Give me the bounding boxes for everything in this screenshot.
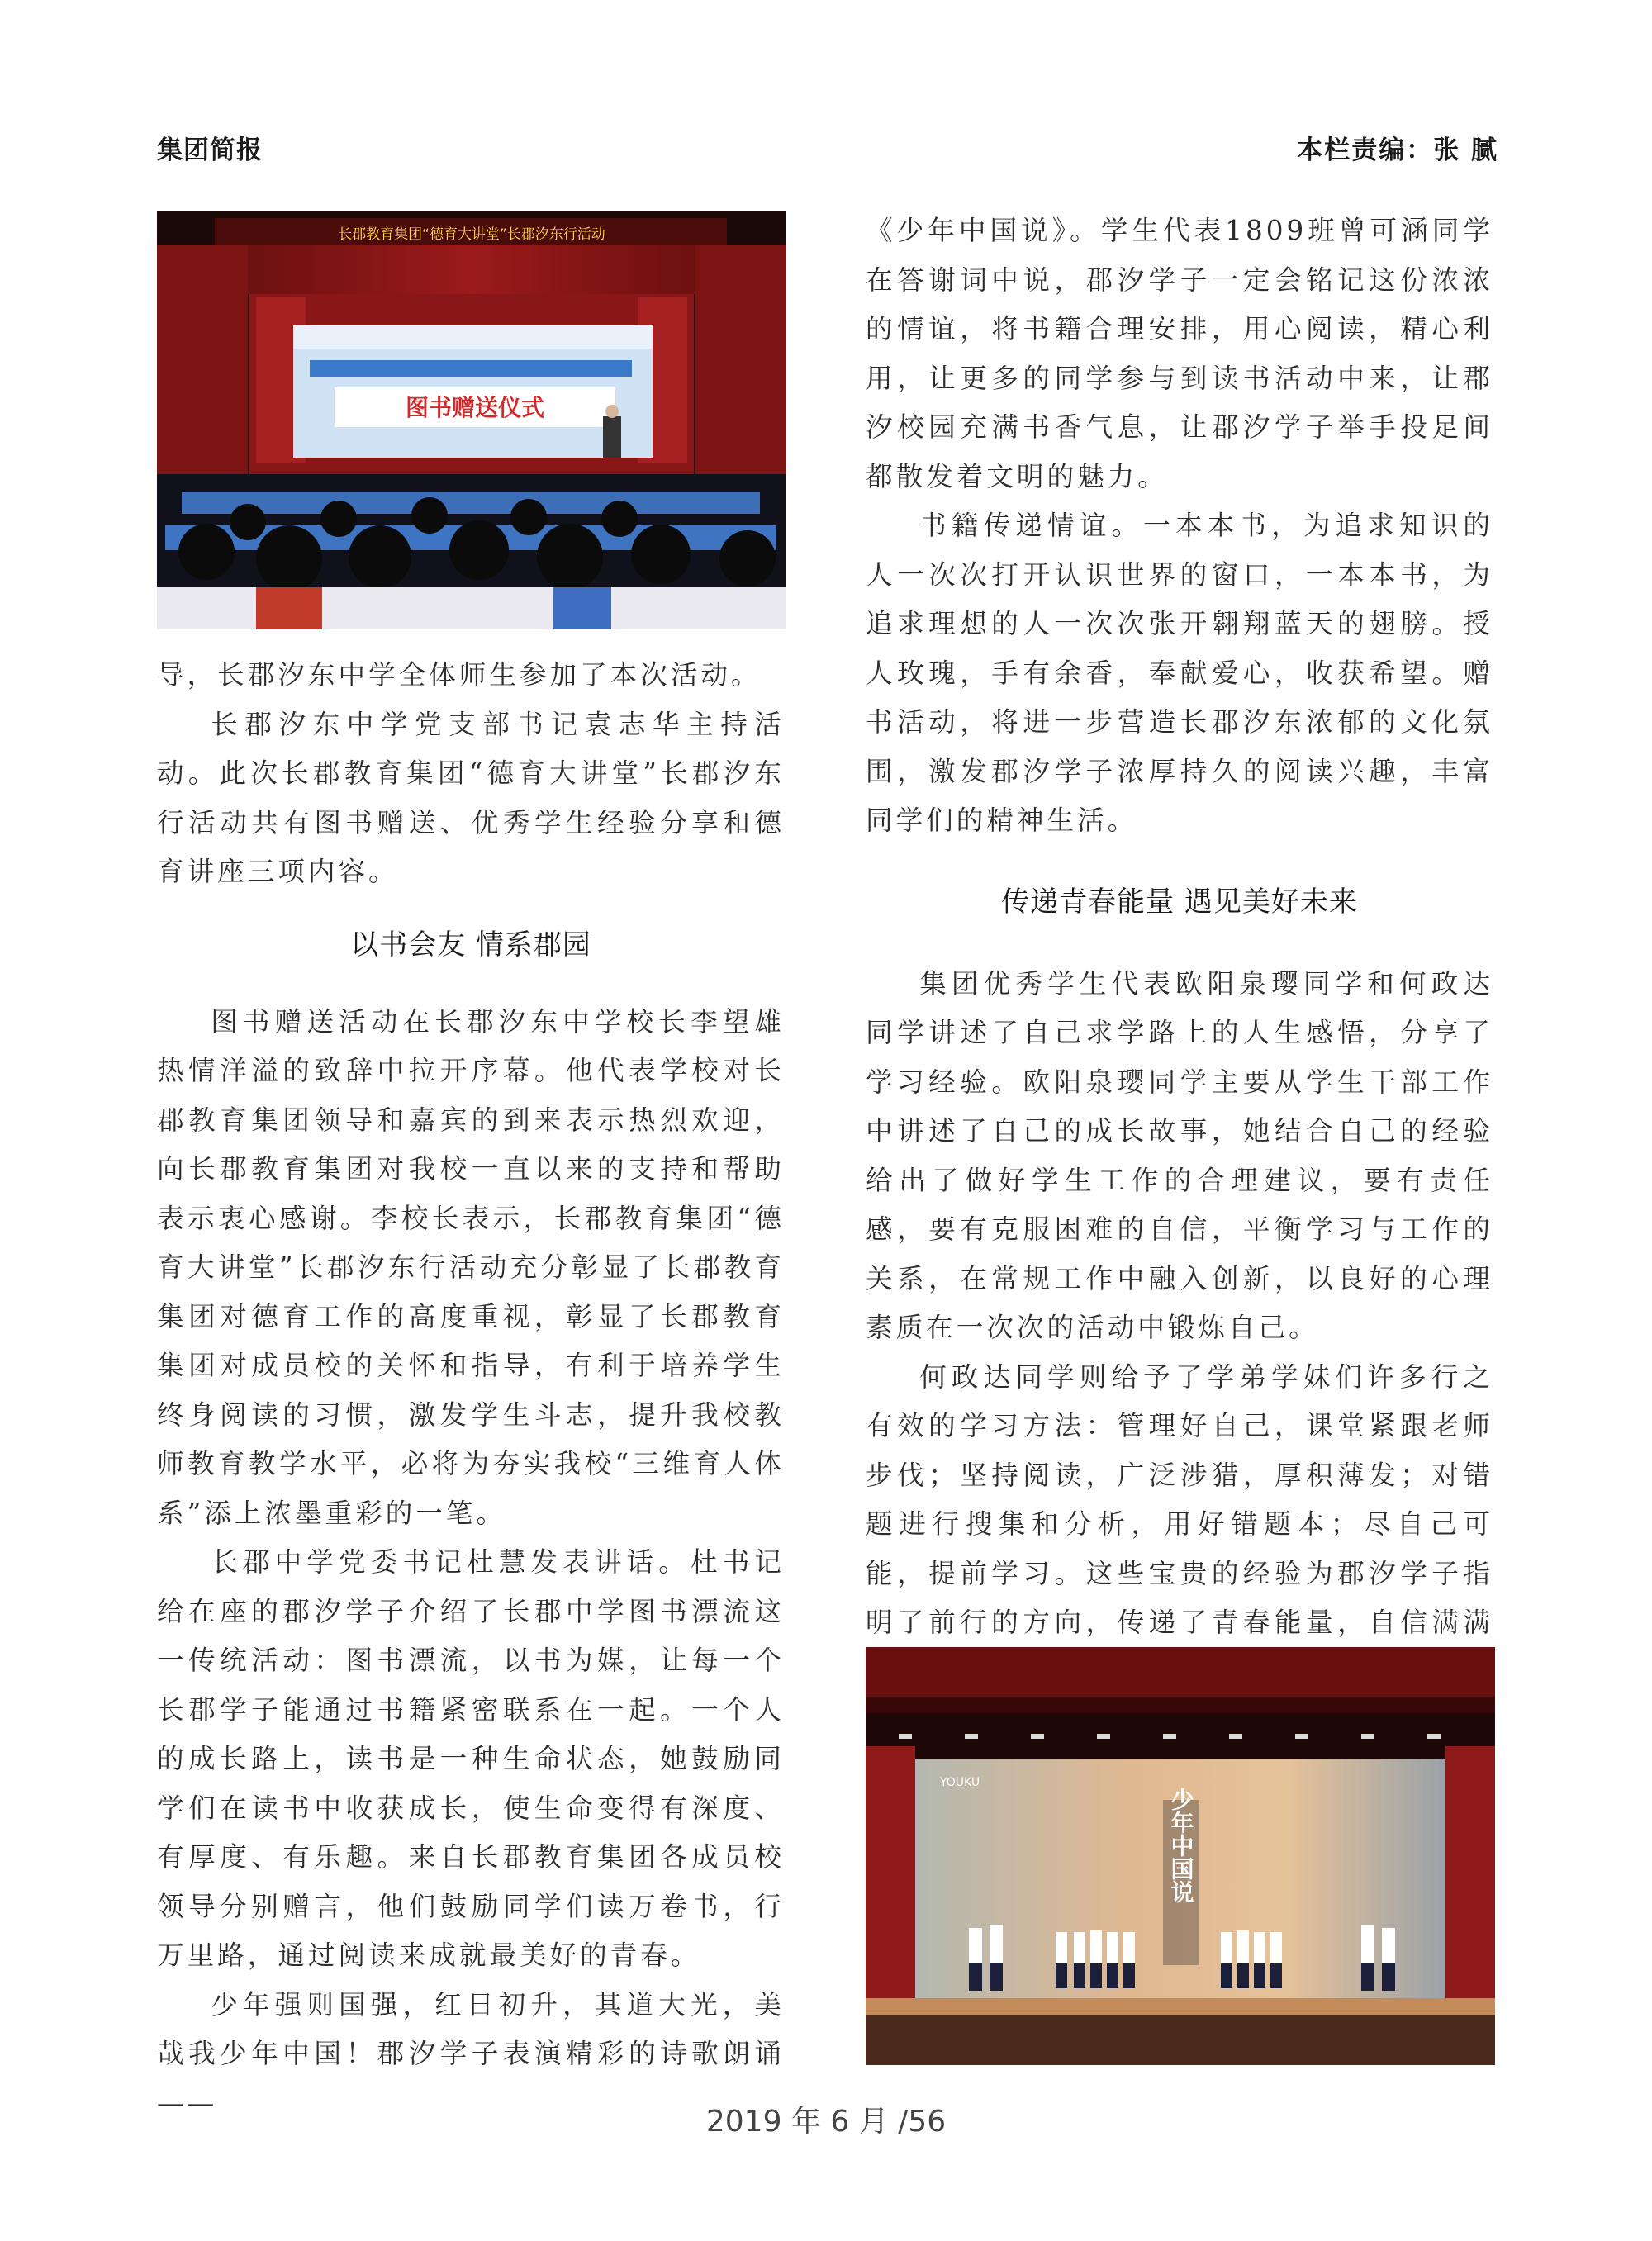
right-paragraph-3: 集团优秀学生代表欧阳泉璎同学和何政达同学讲述了自己求学路上的人生感悟，分享了学习经验。欧阳泉璎同学主要从学生干部工作中讲述了自己的成长故事，她结合自己的经验给出了做好学生工作的合理建议，要有责任感，要有克服困难的自信，平衡学习与工作的关系，在常规工作中融入创新，以良好的心理素质在一次次的活动中锻炼自己。 bbox=[866, 967, 1493, 1343]
ceremony-photo-illustration bbox=[157, 211, 786, 629]
recital-photo-illustration bbox=[866, 1647, 1495, 2065]
section-heading-youth: 传递青春能量 遇见美好未来 bbox=[1001, 885, 1358, 919]
left-paragraph-3: 图书赠送活动在长郡汐东中学校长李望雄热情洋溢的致辞中拉开序幕。他代表学校对长郡教育集团领导和嘉宾的到来表示热烈欢迎，向长郡教育集团对我校一直以来的支持和帮助表示衷心感谢。李校长表示，长郡教育集团“德育大讲堂”长郡汐东行活动充分彰显了长郡教育集团对德育工作的高度重视，彰显了长郡教育集团对成员校的关怀和指导，有利于培养学生终身阅读的习惯，激发学生斗志，提升我校教师教育教学水平，必将为夯实我校“三维育人体系”添上浓墨重彩的一笔。 bbox=[157, 1005, 785, 1529]
page-footer: 2019 年 6 月 /56 bbox=[705, 2105, 947, 2139]
section-heading-books: 以书会友 情系郡园 bbox=[350, 928, 591, 961]
editor-credit: 本栏责编：张 腻 bbox=[1297, 135, 1498, 165]
screen-logo-text: YOUKU bbox=[940, 1776, 980, 1789]
left-paragraph-5: 少年强则国强，红日初升，其道大光，美哉我少年中国！郡汐学子表演精彩的诗歌朗诵—— bbox=[157, 1988, 785, 2119]
ceremony-photo bbox=[157, 211, 786, 629]
right-column bbox=[866, 207, 1493, 1697]
banner-text: 长郡教育集团“德育大讲堂”长郡汐东行活动 bbox=[338, 226, 605, 243]
right-paragraph-4: 何政达同学则给予了学弟学妹们许多行之有效的学习方法：管理好自己，课堂紧跟老师步伐；坚持阅读，广泛涉猎，厚积薄发；对错题进行搜集和分析，用好错题本；尽自己可能，提前学习。这些宝贵的经验为郡汐学子指明了前行的方向，传递了青春能量，自信满满 bbox=[866, 1360, 1493, 1638]
left-paragraph-4: 长郡中学党委书记杜慧发表讲话。杜书记给在座的郡汐学子介绍了长郡中学图书漂流这一传统活动：图书漂流，以书为媒，让每一个长郡学子能通过书籍紧密联系在一起。一个人的成长路上，读书是一种生命状态，她鼓励同学们在读书中收获成长，使生命变得有深度、有厚度、有乐趣。来自长郡教育集团各成员校领导分别赠言，他们鼓励同学们读万卷书，行万里路，通过阅读来成就最美好的青春。 bbox=[157, 1546, 785, 1971]
right-paragraph-1: 《少年中国说》。学生代表1809班曾可涵同学在答谢词中说，郡汐学子一定会铭记这份浓浓的情谊，将书籍合理安排，用心阅读，精心利用，让更多的同学参与到读书活动中来，让郡汐校园充满书香气息，让郡汐学子举手投足间都散发着文明的魅力。 bbox=[866, 215, 1493, 492]
left-column bbox=[157, 651, 785, 2128]
right-paragraph-2: 书籍传递情谊。一本本书，为追求知识的人一次次打开认识世界的窗口，一本本书，为追求理想的人一次次张开翱翔蓝天的翅膀。授人玫瑰，手有余香，奉献爱心，收获希望。赠书活动，将进一步营造长郡汐东浓郁的文化氛围，激发郡汐学子浓厚持久的阅读兴趣，丰富同学们的精神生活。 bbox=[866, 510, 1493, 836]
left-paragraph-1: 导，长郡汐东中学全体师生参加了本次活动。 bbox=[157, 659, 762, 691]
screen-vertical-text: 少年中国说 bbox=[1167, 1788, 1195, 1903]
left-paragraph-2: 长郡汐东中学党支部书记袁志华主持活动。此次长郡教育集团“德育大讲堂”长郡汐东行活动共有图书赠送、优秀学生经验分享和德育讲座三项内容。 bbox=[157, 708, 785, 887]
screen-title: 图书赠送仪式 bbox=[405, 394, 545, 421]
section-label: 集团简报 bbox=[157, 135, 263, 165]
recital-photo bbox=[866, 1647, 1495, 2065]
